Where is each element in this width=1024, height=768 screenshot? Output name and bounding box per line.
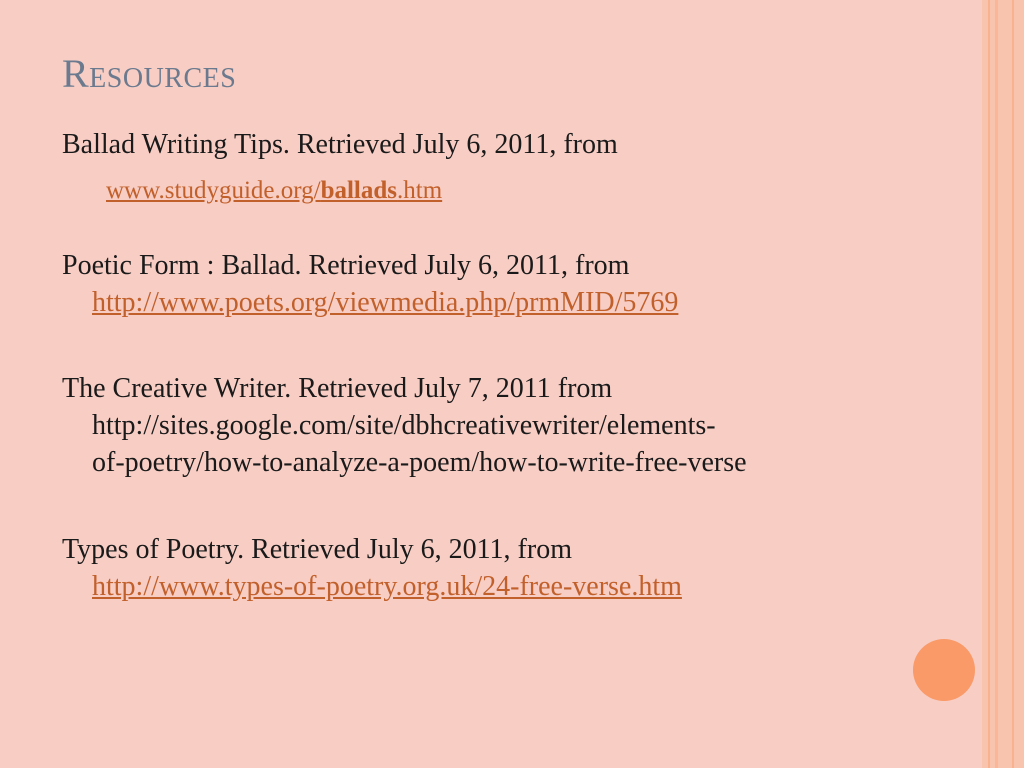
resource-citation: The Creative Writer. Retrieved July 7, 2011 from	[62, 373, 613, 404]
slide-title: Resources	[62, 51, 237, 96]
right-decorative-stripe	[1012, 0, 1014, 768]
resource-url-line-1: http://sites.google.com/site/dbhcreativewriter/elements-	[92, 410, 716, 441]
resource-link-studyguide[interactable]	[106, 177, 442, 204]
resource-entry-creative-writer	[62, 370, 942, 481]
resource-link-row	[62, 284, 942, 321]
resource-link-row	[62, 568, 942, 605]
link-text-suffix: .htm	[397, 177, 443, 204]
resource-link-types-of-poetry[interactable]: http://www.types-of-poetry.org.uk/24-free-verse.htm	[92, 571, 682, 602]
resources-list	[62, 126, 942, 605]
right-decorative-stripe	[988, 0, 990, 768]
right-decorative-stripe	[995, 0, 998, 768]
resource-citation: Types of Poetry. Retrieved July 6, 2011, from	[62, 534, 572, 565]
link-text-bold: ballads	[320, 177, 398, 204]
accent-circle	[913, 639, 975, 701]
resource-url-line-2: of-poetry/how-to-analyze-a-poem/how-to-write-free-verse	[92, 447, 747, 478]
resource-entry-poetic-form-ballad	[62, 247, 942, 321]
resource-link-poets-org[interactable]: http://www.poets.org/viewmedia.php/prmMID/5769	[92, 287, 679, 318]
resource-citation: Poetic Form : Ballad. Retrieved July 6, 2011, from	[62, 250, 630, 281]
resource-entry-types-of-poetry	[62, 531, 942, 605]
resource-link-row	[62, 171, 942, 209]
link-text-prefix: www.studyguide.org/	[106, 177, 321, 204]
resource-entry-ballad-writing-tips	[62, 126, 942, 209]
resource-citation: Ballad Writing Tips. Retrieved July 6, 2011, from	[62, 129, 618, 160]
